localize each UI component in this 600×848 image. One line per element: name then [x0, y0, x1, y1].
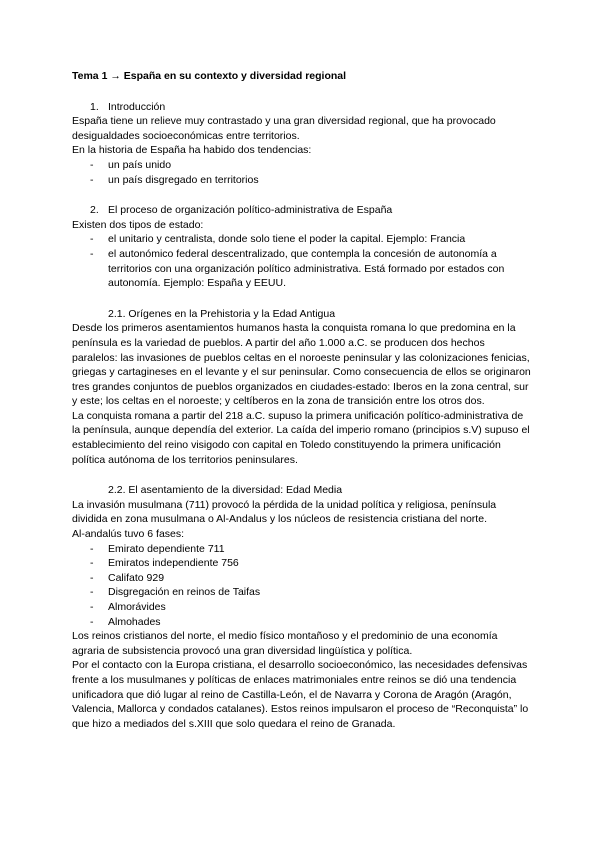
list-item: - Almorávides: [72, 600, 532, 615]
paragraph: Los reinos cristianos del norte, el medio físico montañoso y el predominio de una economía agraria de subsistencia provocó una gran diversidad lingüística y política.: [72, 630, 498, 657]
paragraph: La conquista romana a partir del 218 a.C. supuso la primera unificación político-administrativa de la península, aunque dependía del exterior. La caída del imperio romano (principios s.V) supuso el establecimiento del reino visigodo con capital en Toledo constituyendo la primera unificación política autónoma de los territorios peninsulares.: [72, 409, 530, 466]
paragraph: La invasión musulmana (711) provocó la pérdida de la unidad política y religiosa, península dividida en zona musulmana o Al-Andalus y los núcleos de resistencia cristiana del norte.: [72, 498, 497, 526]
paragraph: Existen dos tipos de estado:: [72, 218, 204, 231]
subsection-heading-edad-media: 2.2. El asentamiento de la diversidad: Edad Media: [108, 484, 343, 497]
list-item: - Almohades: [72, 615, 532, 630]
list-item: - Emiratos independiente 756: [72, 556, 532, 571]
paragraph: Al-andalús tuvo 6 fases:: [72, 528, 185, 541]
subsection-heading-origenes: 2.1. Orígenes en la Prehistoria y la Edad Antigua: [108, 307, 336, 320]
list-item: - el unitario y centralista, donde solo tiene el poder la capital. Ejemplo: Francia: [72, 232, 532, 247]
section-heading-introduccion: [72, 100, 532, 115]
list-item: - un país disgregado en territorios: [72, 173, 532, 188]
section-number: 1.: [90, 100, 99, 113]
dash-list: [72, 158, 532, 187]
list-item: - Disgregación en reinos de Taifas: [72, 585, 532, 600]
list-item: - un país unido: [72, 158, 532, 173]
list-item: - Emirato dependiente 711: [72, 542, 532, 557]
dash-list: [72, 542, 532, 630]
dash-list: [72, 232, 532, 290]
paragraph: En la historia de España ha habido dos tendencias:: [72, 144, 312, 157]
page-title: Tema 1 → España en su contexto y diversidad regional: [72, 70, 347, 82]
paragraph: Desde los primeros asentamientos humanos hasta la conquista romana lo que predomina en la península es la variedad de pueblos. A partir del año 1.000 a.C. se producen dos hechos paralelos: las invasiones de pueblos celtas en el noroeste peninsular y las colonizaciones fenicias, griegas y cartagineses en el levante y el sur peninsular. Como consecuencia de ellos se originaron tres grandes conjuntos de pueblos organizados en ciudades-estado: Iberos en la zona central, sur y este; los celtas en el noroeste; y celtíberos en la zona de transición entre los otros dos.: [72, 322, 531, 408]
section-number: 2.: [90, 204, 99, 217]
document-body: [72, 69, 532, 731]
list-item: - el autonómico federal descentralizado, que contempla la concesión de autonomía a territorios con una organización político administrativa. Está formado por estados con autonomía. Ejemplo: España y EEUU.: [72, 247, 532, 291]
paragraph: España tiene un relieve muy contrastado y una gran diversidad regional, que ha provocado desigualdades socioeconómicas entre territorios.: [72, 115, 496, 142]
paragraph: Por el contacto con la Europa cristiana, el desarrollo socioeconómico, las necesidades defensivas frente a los musulmanes y políticas de enlaces matrimoniales entre reinos se dió una tendencia unificadora que dió lugar al reino de Castilla-León, el de Navarra y Corona de Aragón (Aragón, Valencia, Mallorca y condados catalanes). Estos reinos impulsaron el proceso de “Reconquista” lo que hizo a mediados del s.XIII que solo quedara el reino de Granada.: [72, 659, 529, 730]
list-item: - Califato 929: [72, 571, 532, 586]
section-heading-text: Introducción: [108, 100, 166, 113]
section-heading-organizacion: [72, 203, 532, 218]
section-heading-text: El proceso de organización político-administrativa de España: [108, 204, 393, 217]
